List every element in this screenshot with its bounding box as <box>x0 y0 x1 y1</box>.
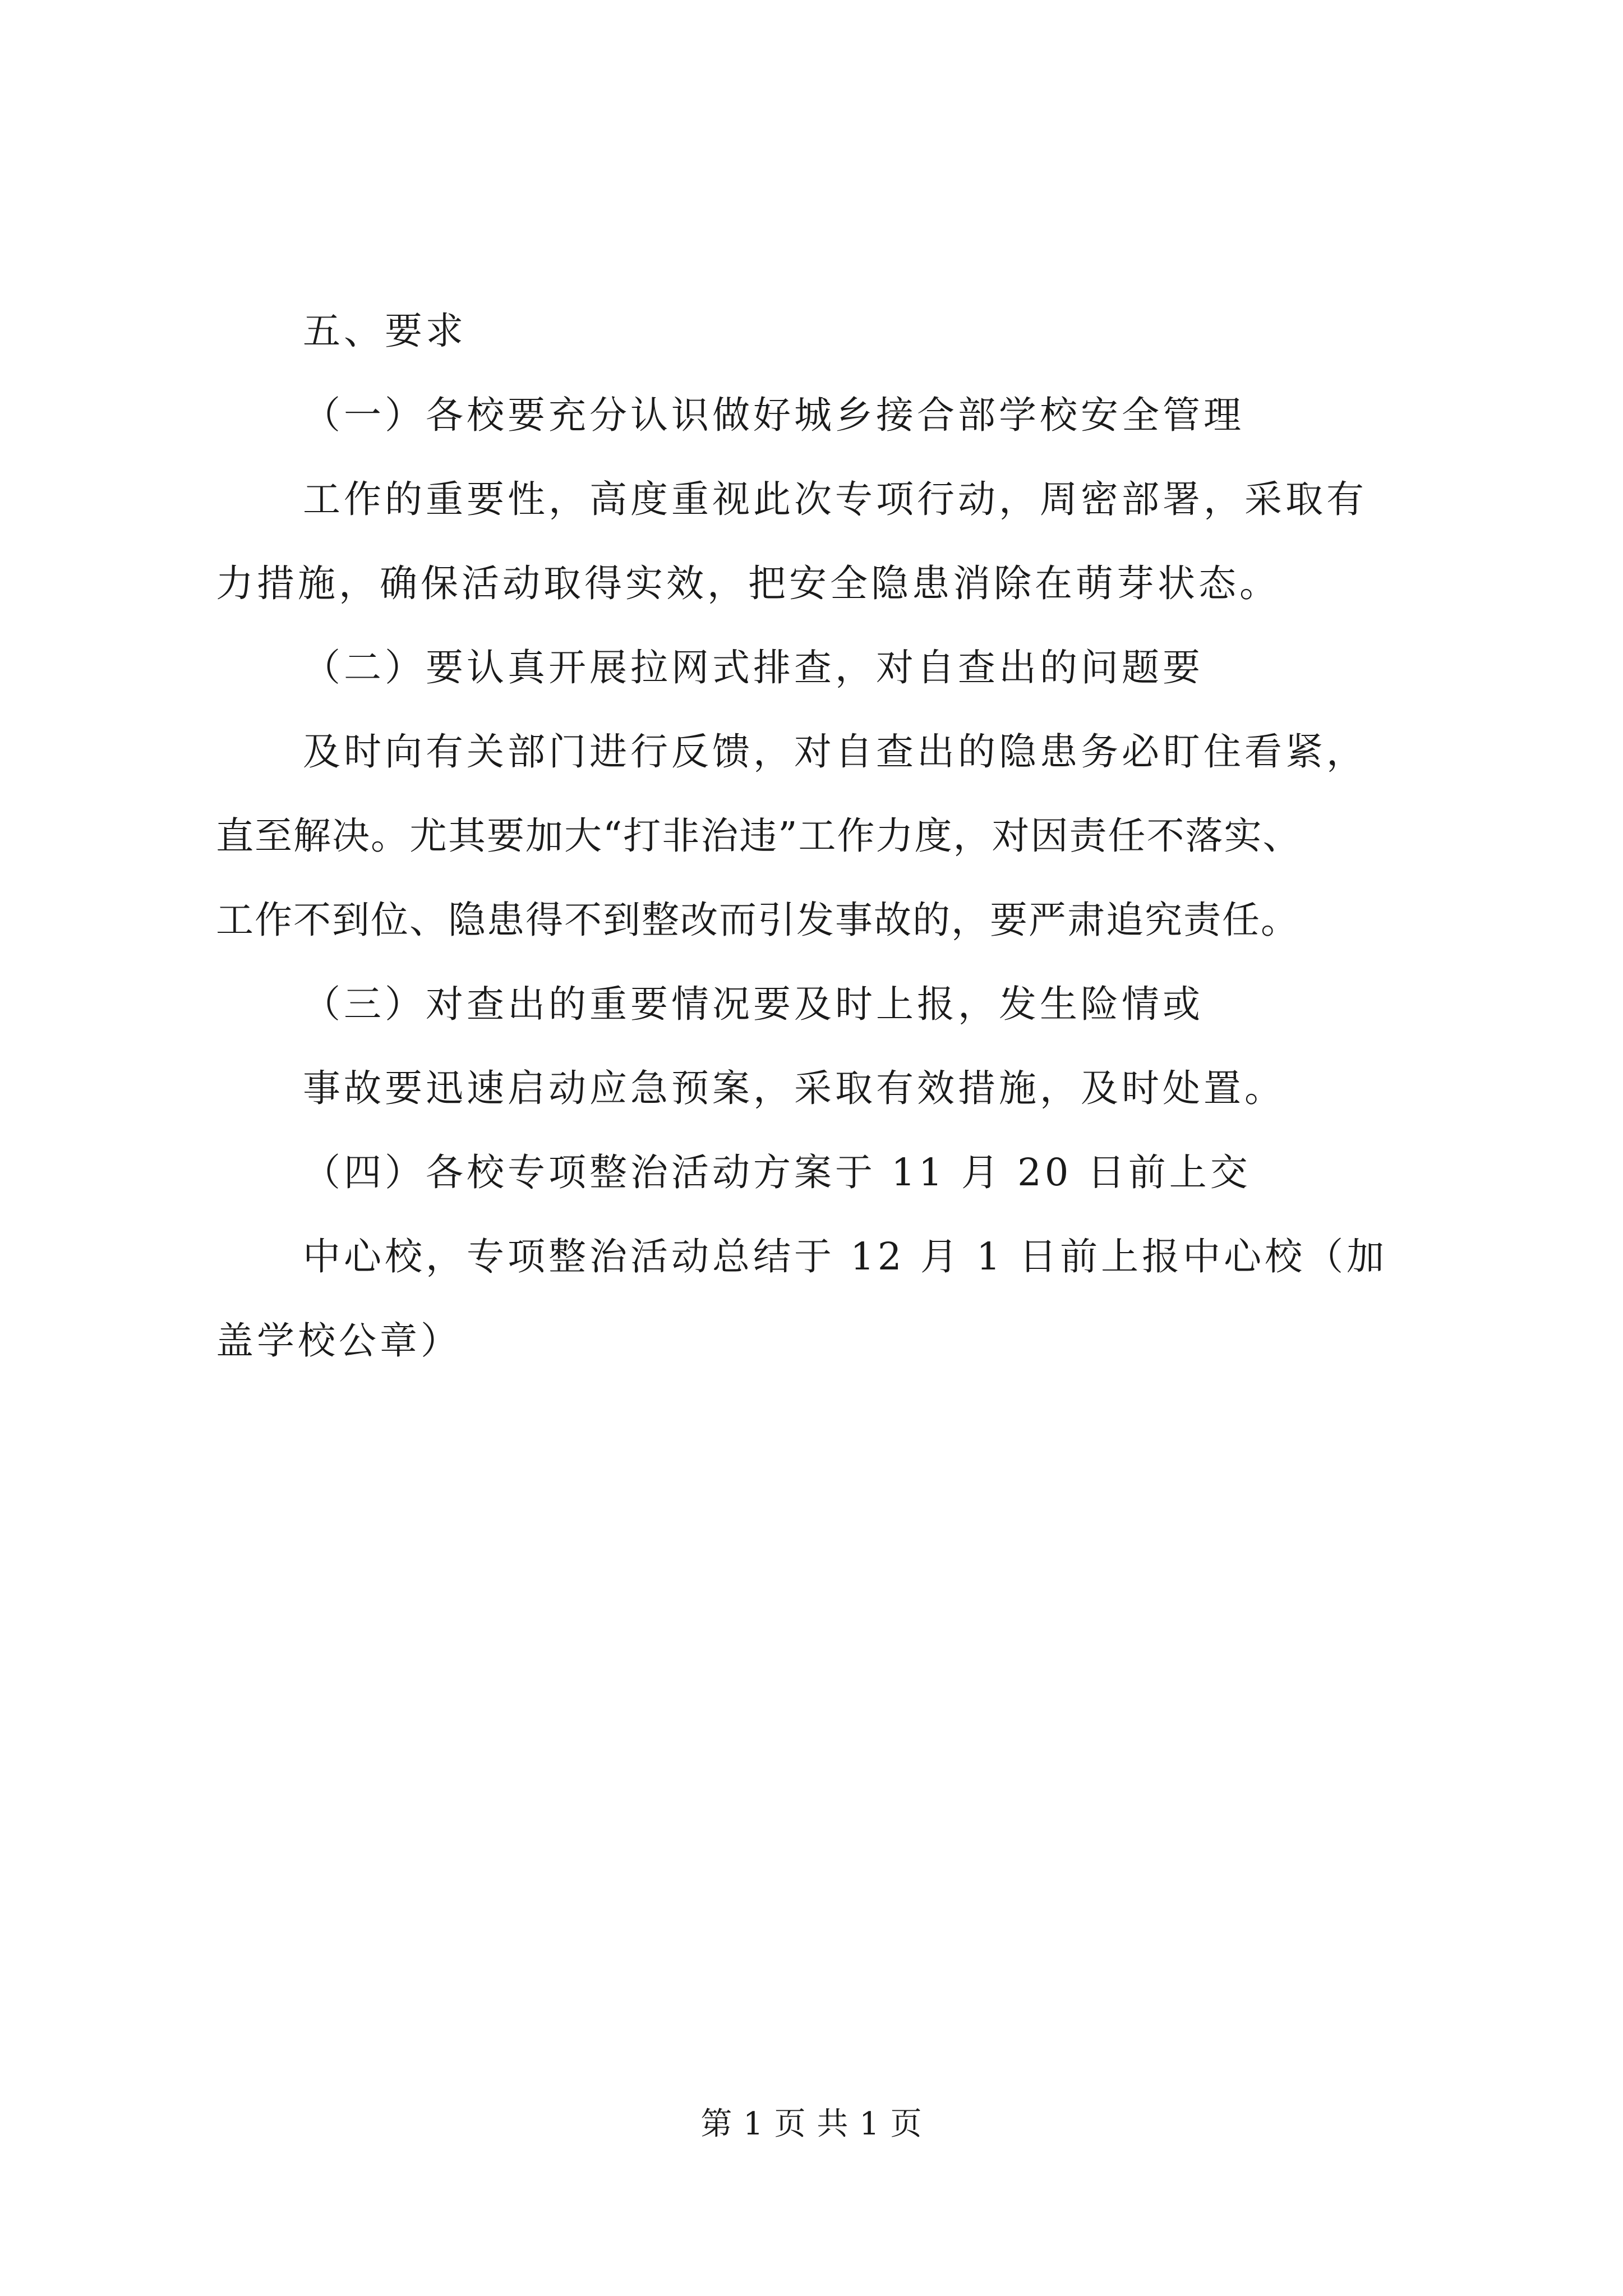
paragraph-4-line-3: 盖学校公章） <box>216 1319 462 1363</box>
paragraph-2-line-3: 直至解决。尤其要加大“打非治违”工作力度，对因责任不落实、 <box>216 814 1302 858</box>
paragraph-1-line-1: （一）各校要充分认识做好城乡接合部学校安全管理 <box>303 393 1244 437</box>
section-heading: 五、要求 <box>303 309 467 353</box>
paragraph-3-line-2: 事故要迅速启动应急预案，采取有效措施，及时处置。 <box>303 1066 1285 1110</box>
paragraph-4-line-1: （四）各校专项整治活动方案于 11 月 20 日前上交 <box>303 1151 1251 1194</box>
page-number-footer: 第 1 页 共 1 页 <box>700 2106 923 2142</box>
paragraph-2-line-2: 及时向有关部门进行反馈，对自查出的隐患务必盯住看紧， <box>303 730 1367 774</box>
paragraph-2-line-1: （二）要认真开展拉网式排查，对自查出的问题要 <box>303 646 1204 689</box>
paragraph-4-line-2: 中心校，专项整治活动总结于 12 月 1 日前上报中心校（加 <box>303 1235 1388 1278</box>
paragraph-1-line-3: 力措施，确保活动取得实效，把安全隐患消除在萌芽状态。 <box>216 562 1280 605</box>
paragraph-1-line-2: 工作的重要性，高度重视此次专项行动，周密部署，采取有 <box>303 477 1367 521</box>
paragraph-3-line-1: （三）对查出的重要情况要及时上报，发生险情或 <box>303 982 1204 1026</box>
paragraph-2-line-4: 工作不到位、隐患得不到整改而引发事故的，要严肃追究责任。 <box>216 898 1299 942</box>
